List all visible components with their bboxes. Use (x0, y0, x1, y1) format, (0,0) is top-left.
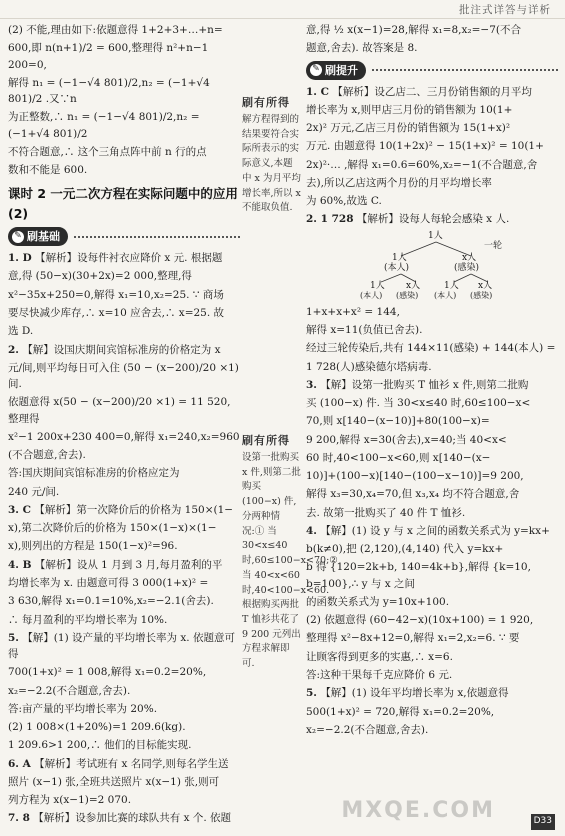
answer-item-1 (8, 250, 240, 339)
watermark: MXQE.COM (341, 797, 495, 823)
answer-item-6 (8, 756, 240, 809)
answer-line: x²−1 200x+230 400=0,解得 x₁=240,x₂=960 (8, 430, 240, 443)
answer-line: x),则列出的方程是 150(1−x)²=96. (8, 540, 178, 553)
answer-line: 经过三轮传染后,共有 144×11(感染) + 144(本人) = (306, 342, 556, 355)
answer-line: 【解】设国庆期间宾馆标准房的价格定为 x (22, 343, 221, 356)
answer-line: 3 630,解得 x₁=0.1=10%,x₂=−2.1(舍去). (8, 595, 214, 608)
answer-item-7 (8, 810, 240, 826)
answer-line: (不合题意,舍去). (8, 449, 86, 462)
answer-line: 【解析】第一次降价后的价格为 150×(1− (34, 503, 234, 516)
pencil-icon: ✎ (310, 64, 322, 76)
note-title: 刷有所得 (242, 96, 290, 109)
answer-num: 5. (306, 687, 317, 700)
section-divider (372, 69, 558, 71)
answer-line: 500(1+x)² = 720,解得 x₁=0.2=20%, (306, 705, 495, 718)
tree-leaf: 1人 (370, 280, 385, 291)
answer-line: 去),所以乙店这两个月份的月平均增长率 (306, 176, 492, 189)
answer-line: 240 元/间. (8, 485, 60, 498)
note-text: 设第一批购买 x 件,则第二批购买 (100−x) 件,分两种情况:① 当 30<x≤40 时,60≤100−x<70;② 当 40<x<60 时,40<100−x<60. 根据购买两批 T 恤衫共花了 9 200 元列出方程求解即可. (242, 452, 338, 670)
answer-line: 【解】(1) 设产量的平均增长率为 x. 依题意可得 (8, 631, 235, 661)
answer-line: x₂=−2.2(不合题意,舍去). (306, 723, 429, 736)
intro-line: 600,即 n(n+1)/2 = 600,整理得 n²+n−1 200=0, (8, 42, 209, 71)
section-advanced-label: 刷提升 (325, 63, 358, 77)
answer-line: 增长率为 x,则甲店三月份的销售额为 10(1+ (306, 103, 513, 116)
tree-leaf-sub: (本人) (360, 290, 383, 300)
answer-line: x₂=−2.2(不合题意,舍去). (8, 684, 131, 697)
answer-line: 【解析】设乙店二、三月份销售额的月平均 (332, 85, 532, 98)
answer-item-4 (8, 557, 240, 628)
header-label: 批注式详答与详析 (459, 4, 551, 16)
answer-line: 答:亩产量的平均增长率为 20%. (8, 702, 158, 715)
answer-line: 的函数关系式为 y=10x+100. (306, 595, 450, 608)
answer-num: 1. C (306, 85, 329, 98)
answer-line: x),第二次降价后的价格为 150×(1−x)×(1− (8, 522, 217, 535)
tree-round-label: 一轮 (484, 240, 503, 251)
answer-line: 【解】设第一批购买 T 恤衫 x 件,则第二批购 (320, 378, 529, 391)
answer-line: 2x)²·… ,解得 x₁=0.6=60%,x₂=−1(不合题意,舍 (306, 158, 538, 171)
tree-leaf: 1人 (444, 280, 459, 291)
answer-num: 4. (306, 524, 317, 537)
intro-line: 为正整数,∴ n₁ = (−1−√4 801)/2,n₂ = (−1+√4 801)/2 (8, 111, 200, 140)
intro-line: (2) 不能,理由如下:依题意得 1+2+3+…+n= (8, 24, 223, 36)
answer-item-r1 (306, 84, 558, 210)
tree-root: 1人 (428, 230, 443, 241)
answer-line: 【解析】设每件衬衣应降价 x 元. 根据题 (35, 252, 223, 265)
answer-line: 2x)² 万元,乙店三月份的销售额为 15(1+x)² (306, 122, 511, 135)
answer-item-r2 (306, 211, 558, 227)
lesson-title: 课时 2 一元二次方程在实际问题中的应用(2) (8, 186, 238, 221)
answer-line: 意,得 (50−x)(30+2x)=2 000,整理,得 (8, 270, 192, 283)
section-basic-pill (8, 227, 68, 246)
answer-line: 【解析】设参加比赛的球队共有 x 个. 依题 (33, 812, 232, 825)
answer-line: 买 (100−x) 件. 当 30<x≤40 时,60≤100−x< (306, 397, 531, 410)
answer-line: 解得 x=11(负值已舍去). (306, 323, 423, 336)
answer-line: 选 D. (8, 325, 34, 338)
tree-node-sub: (感染) (454, 262, 480, 273)
answer-num: 1. D (8, 252, 32, 265)
answer-line: 依题意得 x(50 − (x−200)/20 ×1) = 11 520,整理得 (8, 396, 231, 425)
answer-line: 9 200,解得 x=30(舍去),x=40;当 40<x< (306, 433, 507, 446)
answer-line: b(k≠0),把 (2,120),(4,140) 代入 y=kx+ (306, 543, 504, 556)
answer-line: 均增长率为 x. 由题意可得 3 000(1+x)² = (8, 576, 209, 589)
answer-num: 7. 8 (8, 812, 30, 825)
answer-line: 【解】(1) 设年平均增长率为 x,依题意得 (320, 687, 509, 700)
note-block-1 (242, 94, 302, 216)
answer-num: 6. A (8, 757, 31, 770)
answer-line: 【解析】考试班有 x 名同学,则每名学生送 (34, 757, 229, 770)
answer-line: 【解析】设从 1 月到 3 月,每月盈利的平 (34, 558, 223, 571)
right-column (306, 22, 558, 740)
infection-tree-diagram (360, 230, 506, 300)
answer-item-r3 (306, 377, 558, 521)
tree-node: x人 (462, 252, 477, 263)
section-basic-label: 刷基础 (27, 230, 60, 244)
answer-line: 1+x+x+x² = 144, (306, 305, 400, 318)
answer-num: 2. 1 728 (306, 213, 354, 226)
answer-line: b 得 {120=2k+b, 140=4k+b},解得 {k=10, b=100},∴ y 与 x 之间 (306, 561, 531, 590)
tree-leaf-sub: (本人) (434, 290, 457, 300)
section-advanced-pill (306, 61, 366, 80)
answer-line: 答:国庆期间宾馆标准房的价格应定为 (8, 467, 180, 480)
answer-line: 整理得 x²−8x+12=0,解得 x₁=2,x₂=6. ∵ 要 (306, 632, 520, 645)
answer-line: 解得 x₃=30,x₄=70,但 x₃,x₄ 均不符合题意,舍 (306, 488, 520, 501)
answer-num: 3. C (8, 503, 31, 516)
header-bar (0, 0, 565, 19)
answer-line: 去. 故第一批购买了 40 件 T 恤衫. (306, 506, 466, 519)
answer-line: x²−35x+250=0,解得 x₁=10,x₂=25. ∵ 商场 (8, 288, 224, 301)
answer-line: 万元. 由题意得 10(1+2x)² − 15(1+x)² = 10(1+ (306, 140, 544, 153)
tree-leaf-sub: (感染) (470, 290, 493, 300)
intro-line: 解得 n₁ = (−1−√4 801)/2,n₂ = (−1+√4 801)/2 .又∵n (8, 76, 210, 106)
answer-line: ∴ 每月盈利的平均增长率为 10%. (8, 613, 168, 626)
answer-line: 10)]+(100−x)[140−(100−x−10)]=9 200, (306, 470, 524, 483)
tree-leaf: x人 (406, 280, 421, 291)
answer-item-2 (8, 342, 240, 500)
answer-num: 3. (306, 378, 317, 391)
answer-line: 1 209.6>1 200,∴ 他们的目标能实现. (8, 739, 192, 752)
answer-line: 列方程为 x(x−1)=2 070. (8, 794, 132, 807)
answer-item-r4 (306, 523, 558, 683)
intro-block (8, 22, 240, 178)
right-top-line: 意,得 ½ x(x−1)=28,解得 x₁=8,x₂=−7(不合 (306, 24, 521, 36)
answer-item-5 (8, 630, 240, 754)
answer-line: 让顾客得到更多的实惠,∴ x=6. (306, 650, 453, 663)
left-column (8, 22, 240, 829)
answer-line: (2) 1 008×(1+20%)=1 209.6(kg). (8, 721, 186, 734)
answer-num: 4. B (8, 558, 32, 571)
answer-num: 5. (8, 631, 19, 644)
answer-item-r5 (306, 685, 558, 738)
answer-line: 70,则 x[140−(x−10)]+80(100−x)= (306, 415, 490, 428)
answer-line: 要尽快减少库存,∴ x=10 应舍去,∴ x=25. 故 (8, 306, 225, 319)
answer-line: 700(1+x)² = 1 008,解得 x₁=0.2=20%, (8, 666, 207, 679)
answer-item-3 (8, 502, 240, 555)
right-top-line: 题意,舍去). 故答案是 8. (306, 42, 418, 55)
section-divider (74, 236, 240, 238)
intro-line: 不符合题意,∴ 这个三角点阵中前 n 行的点 (8, 145, 207, 158)
page-number: D33 (531, 814, 555, 830)
tree-leaf-sub: (感染) (396, 290, 419, 300)
answer-line: 元/间,则平均每日可入住 (50 − (x−200)/20 ×1) 间. (8, 361, 239, 391)
note-title: 刷有所得 (242, 434, 290, 447)
answer-line: 1 728(人)感染德尔塔病毒. (306, 360, 432, 373)
note-block-2 (242, 432, 338, 672)
tree-leaf: x人 (478, 280, 493, 291)
section-basic-header (8, 227, 240, 246)
answer-line: 【解】(1) 设 y 与 x 之间的函数关系式为 y=kx+ (320, 524, 550, 537)
answer-num: 2. (8, 343, 19, 356)
answer-line: 60 时,40<100−x<60,则 x[140−(x− (306, 451, 491, 464)
section-advanced-header (306, 61, 558, 80)
intro-line: 数和不能是 600. (8, 164, 88, 177)
answer-line: 照片 (x−1) 张,全班共送照片 x(x−1) 张,则可 (8, 775, 220, 788)
answer-line: 为 60%,故选 C. (306, 195, 382, 208)
tree-node-sub: (本人) (384, 262, 410, 273)
answer-line: 【解析】设每人每轮会感染 x 人. (356, 213, 510, 226)
pencil-icon: ✎ (12, 231, 24, 243)
answer-line: (2) 依题意得 (60−42−x)(10x+100) = 1 920, (306, 614, 534, 627)
note-text: 解方程得到的结果要符合实际所表示的实际意义,本题中 x 为月平均增长率,所以 x 不能取负值. (242, 114, 301, 214)
tree-node: 1人 (392, 252, 407, 263)
answer-line: 答:这种干果每千克应降价 6 元. (306, 669, 453, 682)
